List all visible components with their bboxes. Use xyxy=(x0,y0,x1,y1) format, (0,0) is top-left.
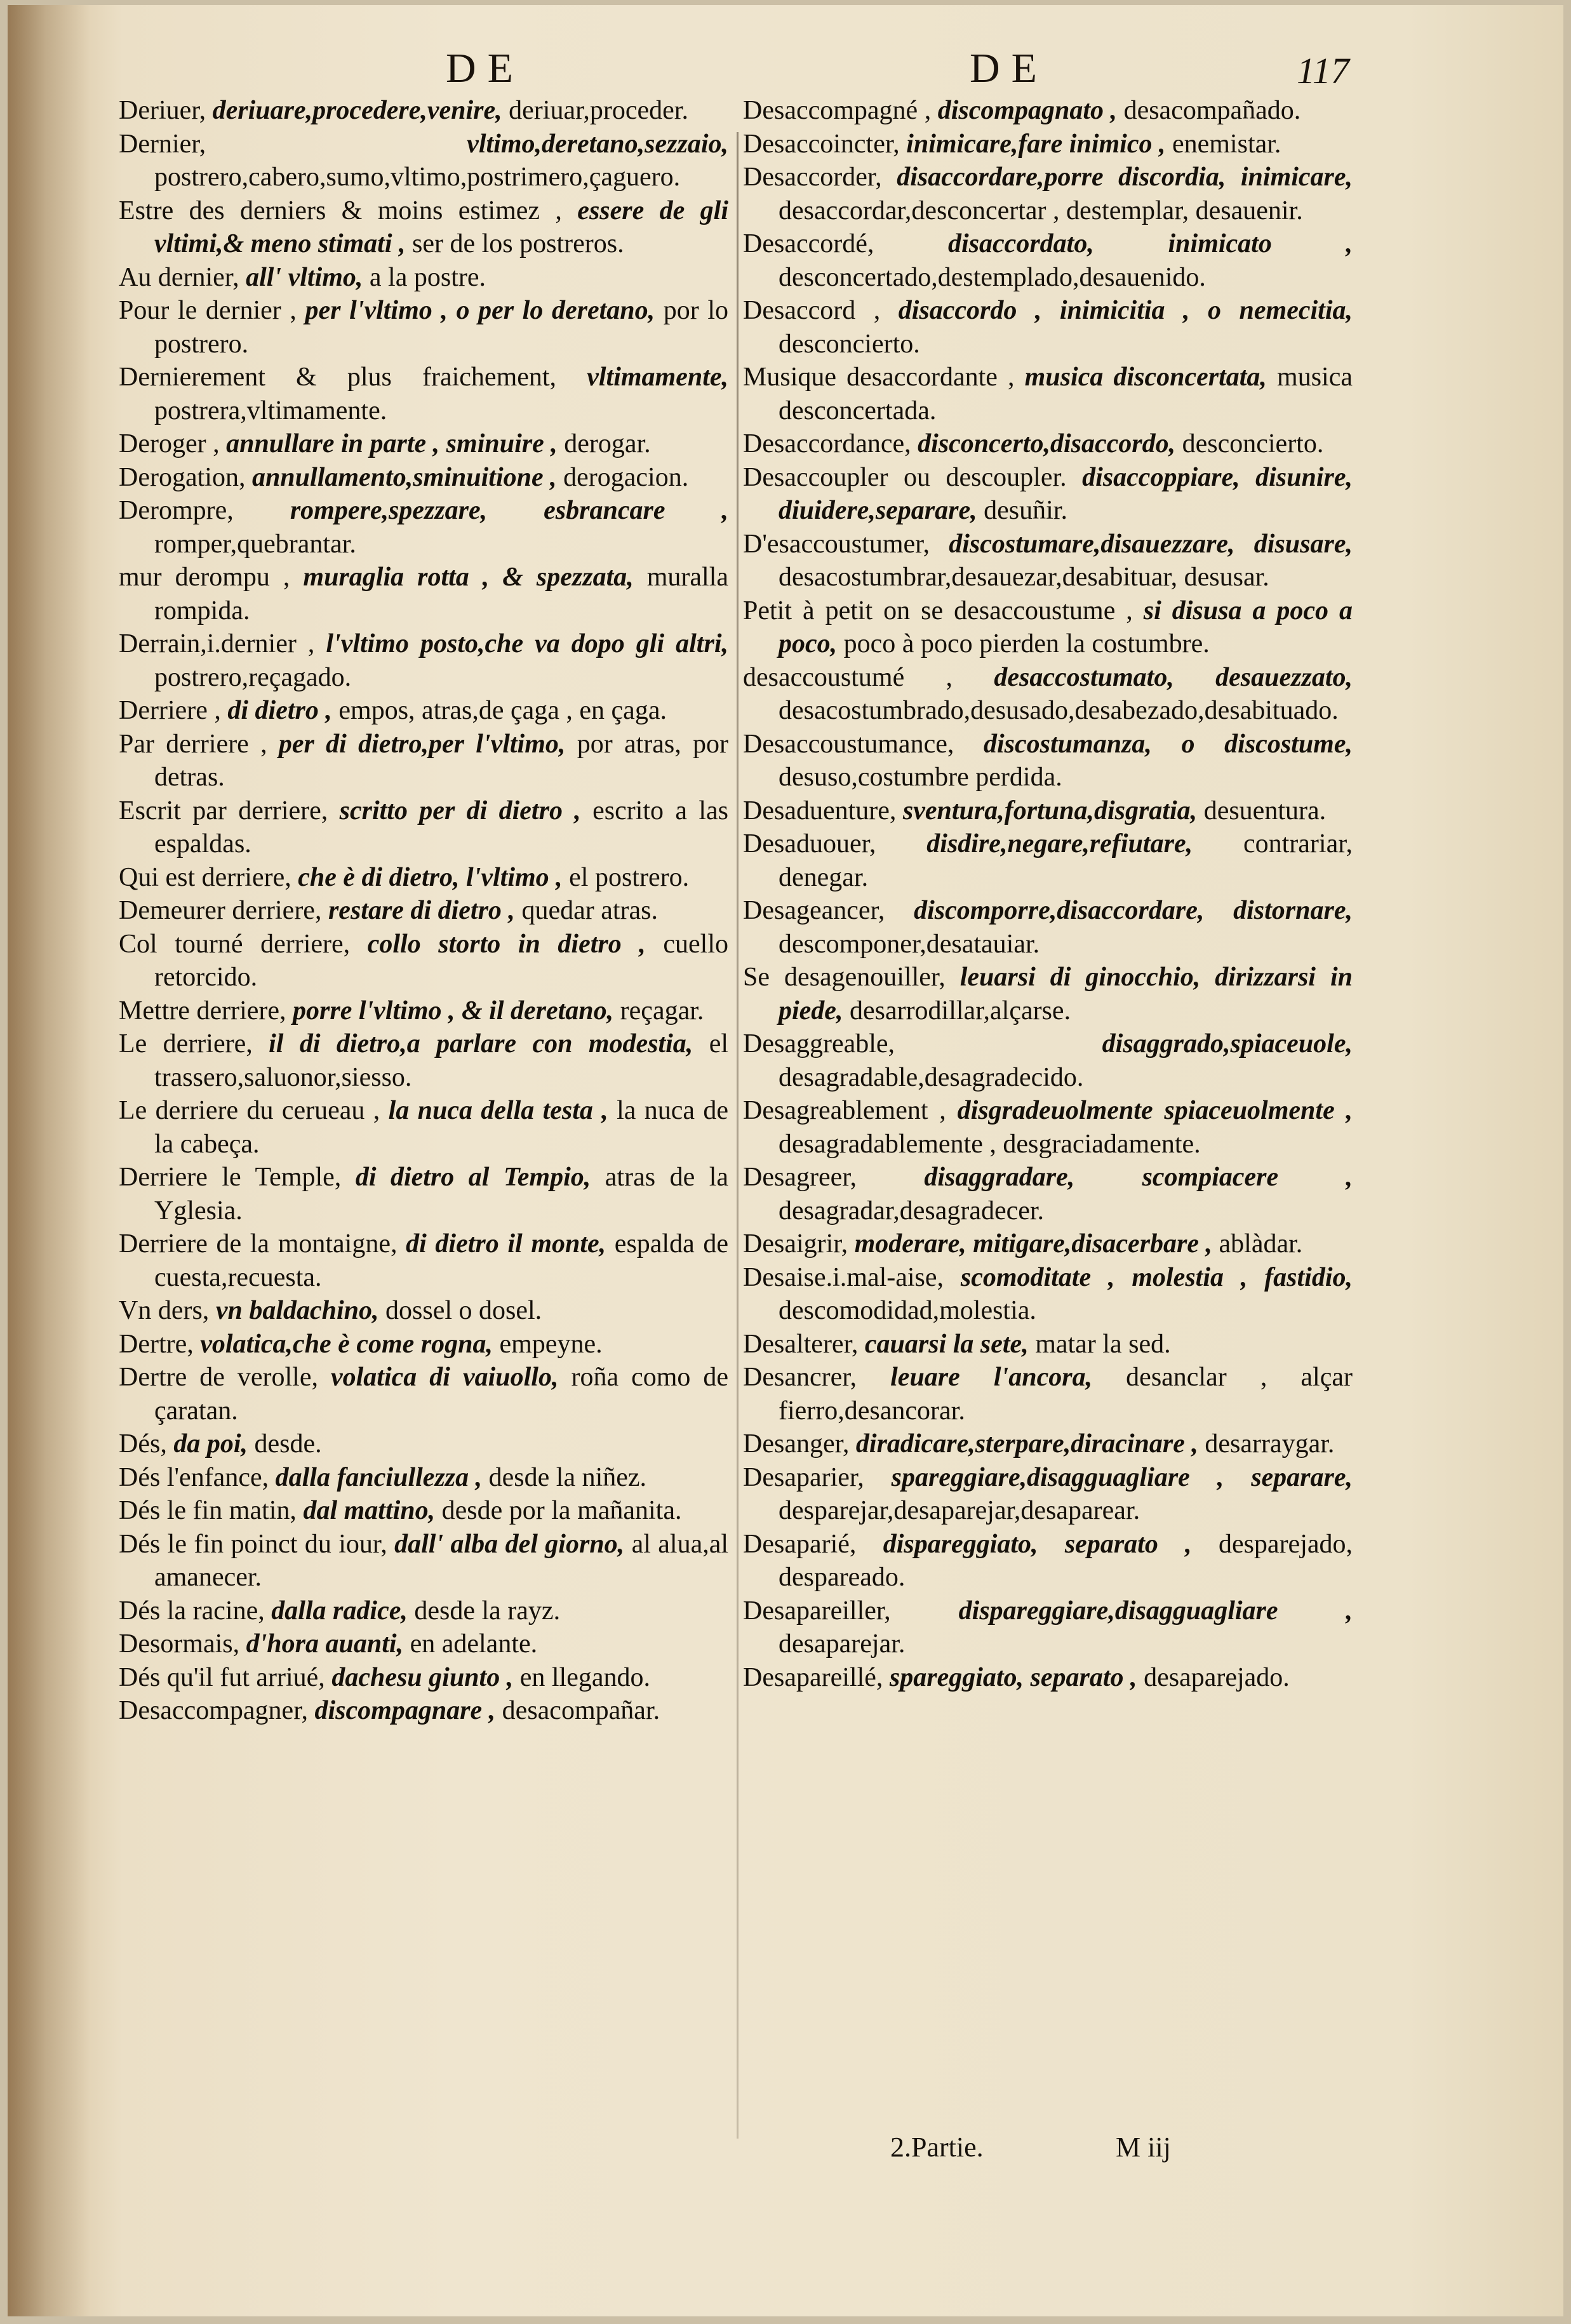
dictionary-entry xyxy=(119,94,728,128)
italian-gloss: desaccostumato, desauezzato, xyxy=(994,662,1353,692)
spanish-gloss: desagradablemente , desgraciadamente. xyxy=(779,1129,1201,1159)
spanish-gloss: desde la niñez. xyxy=(488,1462,647,1492)
spanish-gloss: quedar atras. xyxy=(521,896,658,925)
spanish-gloss: postrero,cabero,sumo,vltimo,postrimero,çaguero. xyxy=(154,163,681,192)
italian-gloss: vltimo,deretano,sezzaio, xyxy=(467,129,728,159)
quire-mark: M iij xyxy=(1116,2132,1171,2163)
dictionary-entry xyxy=(743,1161,1353,1227)
spanish-gloss: la nuca de la cabeça. xyxy=(154,1096,729,1159)
dictionary-entry xyxy=(743,128,1353,161)
french-headword: Desormais, xyxy=(119,1629,240,1659)
dictionary-entry xyxy=(119,894,728,928)
french-headword: Dés qu'il fut arriué, xyxy=(119,1662,325,1692)
spanish-gloss: escrito a las espaldas. xyxy=(154,796,728,858)
spanish-gloss: poco à poco pierden la costumbre. xyxy=(843,629,1210,658)
dictionary-entry xyxy=(119,1294,728,1328)
spanish-gloss: ser de los postreros. xyxy=(412,229,624,258)
spanish-gloss: enemistar. xyxy=(1172,129,1281,159)
italian-gloss: dal mattino, xyxy=(303,1496,436,1525)
french-headword: Le derriere du cerueau , xyxy=(119,1096,380,1125)
dictionary-entry xyxy=(119,1661,728,1695)
spanish-gloss: espalda de cuesta,recuesta. xyxy=(154,1229,728,1292)
french-headword: Derriere de la montaigne, xyxy=(119,1229,398,1259)
dictionary-entry xyxy=(119,494,728,561)
italian-gloss: volatica di vaiuollo, xyxy=(331,1363,559,1392)
spanish-gloss: desaccordar,desconcertar , destemplar, desauenir. xyxy=(779,196,1303,225)
italian-gloss: disaggradare, scompiacere , xyxy=(924,1163,1353,1192)
french-headword: Pour le dernier , xyxy=(119,296,297,325)
spanish-gloss: matar la sed. xyxy=(1035,1329,1171,1359)
spanish-gloss: postrera,vltimamente. xyxy=(154,396,387,425)
spanish-gloss: desuentura. xyxy=(1203,796,1327,825)
dictionary-entry xyxy=(119,194,728,261)
dictionary-entry xyxy=(119,1461,728,1495)
spanish-gloss: desde. xyxy=(254,1429,322,1459)
french-headword: Petit à petit on se desaccoustume , xyxy=(743,596,1133,625)
dictionary-entry xyxy=(743,461,1353,528)
french-headword: Desapareiller, xyxy=(743,1596,891,1626)
italian-gloss: vltimamente, xyxy=(587,363,729,392)
french-headword: Desapareillé, xyxy=(743,1662,883,1692)
italian-gloss: inimicare,fare inimico , xyxy=(906,129,1166,159)
dictionary-entry xyxy=(743,1661,1353,1695)
french-headword: Desaccorder, xyxy=(743,163,882,192)
dictionary-entry xyxy=(743,1361,1353,1427)
italian-gloss: l'vltimo posto,che va dopo gli altri, xyxy=(326,629,728,658)
spanish-gloss: ablàdar. xyxy=(1219,1229,1303,1259)
page-spine-shadow xyxy=(8,5,90,2316)
dictionary-entry xyxy=(119,1594,728,1628)
italian-gloss: discostumanza, o discostume, xyxy=(984,729,1353,759)
dictionary-entry xyxy=(119,1328,728,1361)
italian-gloss: leuarsi di ginocchio, dirizzarsi in piede, xyxy=(779,963,1353,1025)
french-headword: Desagreablement , xyxy=(743,1096,946,1125)
italian-gloss: scritto per di dietro , xyxy=(339,796,581,825)
spanish-gloss: desarraygar. xyxy=(1205,1429,1335,1459)
spanish-gloss: desuso,costumbre perdida. xyxy=(779,763,1062,792)
italian-gloss: porre l'vltimo , & il deretano, xyxy=(293,996,614,1025)
italian-gloss: discostumare,disauezzare, disusare, xyxy=(949,529,1353,559)
italian-gloss: sventura,fortuna,disgratia, xyxy=(902,796,1198,825)
dictionary-entry xyxy=(119,561,728,627)
dictionary-entry xyxy=(119,294,728,361)
italian-gloss: moderare, mitigare,disacerbare , xyxy=(854,1229,1213,1259)
book-page xyxy=(8,5,1563,2316)
dictionary-entry xyxy=(743,961,1353,1027)
french-headword: Musique desaccordante , xyxy=(743,363,1015,392)
italian-gloss: leuare l'ancora, xyxy=(890,1363,1093,1392)
italian-gloss: disaccordato, inimicato , xyxy=(948,229,1353,258)
italian-gloss: che è di dietro, l'vltimo , xyxy=(298,862,563,892)
italian-gloss: muraglia rotta , & spezzata, xyxy=(303,563,634,592)
french-headword: Au dernier, xyxy=(119,262,239,292)
right-column xyxy=(743,94,1353,1694)
spanish-gloss: a la postre. xyxy=(369,262,486,292)
spanish-gloss: empos, atras,de çaga , en çaga. xyxy=(338,696,667,725)
french-headword: Deriuer, xyxy=(119,96,206,125)
dictionary-entry xyxy=(743,227,1353,294)
french-headword: Desaparié, xyxy=(743,1529,857,1559)
italian-gloss: discomporre,disaccordare, distornare, xyxy=(914,896,1353,925)
french-headword: Par derriere , xyxy=(119,729,267,759)
french-headword: Desaigrir, xyxy=(743,1229,848,1259)
dictionary-entry xyxy=(119,694,728,728)
french-headword: Dernierement & plus fraichement, xyxy=(119,363,557,392)
spanish-gloss: desaparejado. xyxy=(1144,1662,1290,1692)
dictionary-entry xyxy=(743,361,1353,427)
dictionary-entry xyxy=(119,1161,728,1227)
italian-gloss: cauarsi la sete, xyxy=(864,1329,1029,1359)
spanish-gloss: muralla rompida. xyxy=(154,563,729,625)
dictionary-entry xyxy=(743,894,1353,961)
spanish-gloss: en llegando. xyxy=(519,1662,650,1692)
spanish-gloss: por atras, por detras. xyxy=(154,729,729,792)
dictionary-entry xyxy=(119,627,728,694)
italian-gloss: annullamento,sminuitione , xyxy=(251,462,557,492)
italian-gloss: musica disconcertata, xyxy=(1024,363,1267,392)
french-headword: Desaduouer, xyxy=(743,829,876,858)
spanish-gloss: desacostumbrado,desusado,desabezado,desabituado. xyxy=(779,696,1339,725)
italian-gloss: da poi, xyxy=(173,1429,248,1459)
french-headword: Dés l'enfance, xyxy=(119,1462,269,1492)
dictionary-entry xyxy=(743,427,1353,461)
dictionary-entry xyxy=(119,261,728,295)
french-headword: desaccoustumé , xyxy=(743,662,953,692)
french-headword: Estre des derniers & moins estimez , xyxy=(119,196,562,225)
dictionary-entry xyxy=(119,1427,728,1461)
italian-gloss: disconcerto,disaccordo, xyxy=(918,429,1176,458)
french-headword: Dés la racine, xyxy=(119,1596,265,1626)
dictionary-entry xyxy=(743,528,1353,594)
spanish-gloss: descomponer,desatauiar. xyxy=(779,929,1040,959)
spanish-gloss: musica desconcertada. xyxy=(779,363,1353,425)
folio-number: 117 xyxy=(1297,50,1349,91)
italian-gloss: dispareggiare,disagguagliare , xyxy=(958,1596,1353,1626)
italian-gloss: di dietro al Tempio, xyxy=(355,1163,591,1192)
spanish-gloss: desacompañado. xyxy=(1123,96,1301,125)
italian-gloss: disaccoppiare, disunire, diuidere,separare, xyxy=(779,462,1353,525)
french-headword: Escrit par derriere, xyxy=(119,796,328,825)
spanish-gloss: romper,quebrantar. xyxy=(154,529,356,559)
signature-mark: 2.Partie. xyxy=(890,2132,984,2163)
dictionary-entry xyxy=(119,861,728,895)
dictionary-entry xyxy=(743,1261,1353,1328)
running-head-right: DE xyxy=(970,45,1048,91)
dictionary-entry xyxy=(743,827,1353,894)
french-headword: Desaccompagner, xyxy=(119,1696,308,1725)
italian-gloss: disdire,negare,refiutare, xyxy=(926,829,1193,858)
spanish-gloss: deriuar,proceder. xyxy=(509,96,688,125)
spanish-gloss: cuello retorcido. xyxy=(154,929,728,992)
french-headword: Desaccoincter, xyxy=(743,129,900,159)
italian-gloss: d'hora auanti, xyxy=(246,1629,404,1659)
spanish-gloss: en adelante. xyxy=(410,1629,538,1659)
french-headword: Derriere le Temple, xyxy=(119,1163,342,1192)
italian-gloss: la nuca della testa , xyxy=(388,1096,608,1125)
french-headword: D'esaccoustumer, xyxy=(743,529,930,559)
italian-gloss: diradicare,sterpare,diracinare , xyxy=(855,1429,1198,1459)
french-headword: Desalterer, xyxy=(743,1329,859,1359)
french-headword: Derompre, xyxy=(119,496,234,525)
french-headword: Dés, xyxy=(119,1429,167,1459)
italian-gloss: collo storto in dietro , xyxy=(367,929,646,959)
french-headword: Desaggreable, xyxy=(743,1029,895,1058)
dictionary-entry xyxy=(743,1328,1353,1361)
spanish-gloss: dossel o dosel. xyxy=(385,1296,542,1325)
dictionary-entry xyxy=(119,794,728,861)
dictionary-entry xyxy=(119,994,728,1028)
french-headword: Desaccoupler ou descoupler. xyxy=(743,462,1067,492)
dictionary-entry xyxy=(119,928,728,994)
spanish-gloss: desconcierto. xyxy=(779,329,920,359)
italian-gloss: annullare in parte , sminuire , xyxy=(226,429,558,458)
french-headword: Dertre, xyxy=(119,1329,194,1359)
french-headword: Qui est derriere, xyxy=(119,862,291,892)
french-headword: Desaduenture, xyxy=(743,796,897,825)
dictionary-entry xyxy=(743,161,1353,227)
spanish-gloss: desarrodillar,alçarse. xyxy=(849,996,1071,1025)
dictionary-entry xyxy=(743,1227,1353,1261)
spanish-gloss: desparejado, despareado. xyxy=(779,1529,1353,1592)
italian-gloss: di dietro il monte, xyxy=(406,1229,606,1259)
italian-gloss: all' vltimo, xyxy=(246,262,363,292)
dictionary-entry xyxy=(743,294,1353,361)
dictionary-entry xyxy=(743,1528,1353,1594)
french-headword: Demeurer derriere, xyxy=(119,896,322,925)
dictionary-entry xyxy=(119,1227,728,1294)
italian-gloss: scomoditate , molestia , fastidio, xyxy=(960,1262,1353,1292)
italian-gloss: disaccordare,porre discordia, inimicare, xyxy=(897,163,1353,192)
french-headword: Dertre de verolle, xyxy=(119,1363,318,1392)
dictionary-entry xyxy=(119,1528,728,1594)
spanish-gloss: desde la rayz. xyxy=(414,1596,561,1626)
french-headword: Desaccord , xyxy=(743,296,881,325)
italian-gloss: per di dietro,per l'vltimo, xyxy=(278,729,566,759)
italian-gloss: disgradeuolmente spiaceuolmente , xyxy=(957,1096,1353,1125)
spanish-gloss: empeyne. xyxy=(499,1329,603,1359)
french-headword: Col tourné derriere, xyxy=(119,929,351,959)
french-headword: Desagreer, xyxy=(743,1163,857,1192)
spanish-gloss: contrariar, denegar. xyxy=(779,829,1353,892)
dictionary-entry xyxy=(119,427,728,461)
spanish-gloss: atras de la Yglesia. xyxy=(154,1163,729,1225)
italian-gloss: discompagnato , xyxy=(937,96,1118,125)
running-head-left: DE xyxy=(446,45,525,91)
dictionary-entry xyxy=(743,1461,1353,1528)
italian-gloss: di dietro , xyxy=(227,696,332,725)
italian-gloss: spareggiare,disagguagliare , separare, xyxy=(891,1462,1353,1492)
dictionary-entry xyxy=(119,1694,728,1728)
dictionary-entry xyxy=(743,594,1353,661)
dictionary-entry xyxy=(743,1027,1353,1094)
french-headword: Derrain,i.dernier , xyxy=(119,629,315,658)
italian-gloss: dalla radice, xyxy=(271,1596,408,1626)
french-headword: Desaccoustumance, xyxy=(743,729,954,759)
dictionary-entry xyxy=(119,1627,728,1661)
french-headword: Desaccompagné , xyxy=(743,96,932,125)
french-headword: Desaccordance, xyxy=(743,429,911,458)
french-headword: Vn ders, xyxy=(119,1296,210,1325)
italian-gloss: rompere,spezzare, esbrancare , xyxy=(290,496,729,525)
italian-gloss: il di dietro,a parlare con modestia, xyxy=(269,1029,693,1058)
italian-gloss: disaccordo , inimicitia , o nemecitia, xyxy=(898,296,1353,325)
italian-gloss: dachesu giunto , xyxy=(331,1662,514,1692)
french-headword: mur derompu , xyxy=(119,563,290,592)
left-column xyxy=(119,94,728,1728)
dictionary-entry xyxy=(119,1361,728,1427)
french-headword: Desageancer, xyxy=(743,896,885,925)
spanish-gloss: postrero,reçagado. xyxy=(154,662,352,692)
column-rule xyxy=(737,132,739,2139)
italian-gloss: vn baldachino, xyxy=(215,1296,379,1325)
french-headword: Dés le fin matin, xyxy=(119,1496,297,1525)
dictionary-entry xyxy=(743,94,1353,128)
dictionary-entry xyxy=(743,1594,1353,1661)
dictionary-entry xyxy=(119,1094,728,1161)
dictionary-entry xyxy=(743,728,1353,794)
spanish-gloss: al alua,al amanecer. xyxy=(154,1529,729,1592)
italian-gloss: deriuare,procedere,venire, xyxy=(212,96,502,125)
french-headword: Desaparier, xyxy=(743,1462,864,1492)
italian-gloss: dispareggiato, separato , xyxy=(883,1529,1192,1559)
french-headword: Mettre derriere, xyxy=(119,996,286,1025)
italian-gloss: dall' alba del giorno, xyxy=(394,1529,625,1559)
spanish-gloss: desconcertado,destemplado,desauenido. xyxy=(779,262,1206,292)
italian-gloss: restare di dietro , xyxy=(328,896,515,925)
spanish-gloss: el trassero,saluonor,siesso. xyxy=(154,1029,728,1092)
french-headword: Desanger, xyxy=(743,1429,850,1459)
spanish-gloss: desparejar,desaparejar,desaparear. xyxy=(779,1496,1140,1525)
spanish-gloss: el postrero. xyxy=(569,862,690,892)
spanish-gloss: roña como de çaratan. xyxy=(154,1363,729,1426)
spanish-gloss: desagradar,desagradecer. xyxy=(779,1196,1045,1225)
french-headword: Desancrer, xyxy=(743,1363,857,1392)
spanish-gloss: derogacion. xyxy=(563,462,689,492)
dictionary-entry xyxy=(743,1427,1353,1461)
dictionary-entry xyxy=(743,661,1353,728)
spanish-gloss: desuñir. xyxy=(984,496,1067,525)
dictionary-entry xyxy=(119,361,728,427)
dictionary-entry xyxy=(119,1494,728,1528)
french-headword: Derogation, xyxy=(119,462,246,492)
dictionary-entry xyxy=(119,1027,728,1094)
spanish-gloss: desconcierto. xyxy=(1182,429,1324,458)
spanish-gloss: reçagar. xyxy=(620,996,704,1025)
french-headword: Derriere , xyxy=(119,696,221,725)
italian-gloss: disaggrado,spiaceuole, xyxy=(1102,1029,1353,1058)
spanish-gloss: desacompañar. xyxy=(502,1696,660,1725)
dictionary-entry xyxy=(743,794,1353,828)
spanish-gloss: desagradable,desagradecido. xyxy=(779,1062,1084,1092)
italian-gloss: dalla fanciullezza , xyxy=(275,1462,483,1492)
dictionary-entry xyxy=(119,461,728,495)
spanish-gloss: desanclar , alçar fierro,desancorar. xyxy=(779,1363,1353,1426)
spanish-gloss: desacostumbrar,desauezar,desabituar, desusar. xyxy=(779,563,1269,592)
italian-gloss: volatica,che è come rogna, xyxy=(200,1329,493,1359)
spanish-gloss: descomodidad,molestia. xyxy=(779,1296,1036,1325)
french-headword: Desaccordé, xyxy=(743,229,874,258)
italian-gloss: per l'vltimo , o per lo deretano, xyxy=(305,296,655,325)
french-headword: Se desagenouiller, xyxy=(743,963,946,992)
spanish-gloss: derogar. xyxy=(564,429,651,458)
spanish-gloss: desde por la mañanita. xyxy=(441,1496,682,1525)
italian-gloss: discompagnare , xyxy=(314,1696,496,1725)
french-headword: Dernier, xyxy=(119,129,206,159)
french-headword: Desaise.i.mal-aise, xyxy=(743,1262,944,1292)
french-headword: Deroger , xyxy=(119,429,220,458)
dictionary-entry xyxy=(743,1094,1353,1161)
french-headword: Le derriere, xyxy=(119,1029,253,1058)
italian-gloss: si disusa a poco a poco, xyxy=(779,596,1353,658)
italian-gloss: essere de gli vltimi,& meno stimati , xyxy=(154,196,728,258)
spanish-gloss: por lo postrero. xyxy=(154,296,728,359)
italian-gloss: spareggiato, separato , xyxy=(889,1662,1137,1692)
dictionary-entry xyxy=(119,728,728,794)
dictionary-entry xyxy=(119,128,728,194)
french-headword: Dés le fin poinct du iour, xyxy=(119,1529,387,1559)
spanish-gloss: desaparejar. xyxy=(779,1629,906,1659)
